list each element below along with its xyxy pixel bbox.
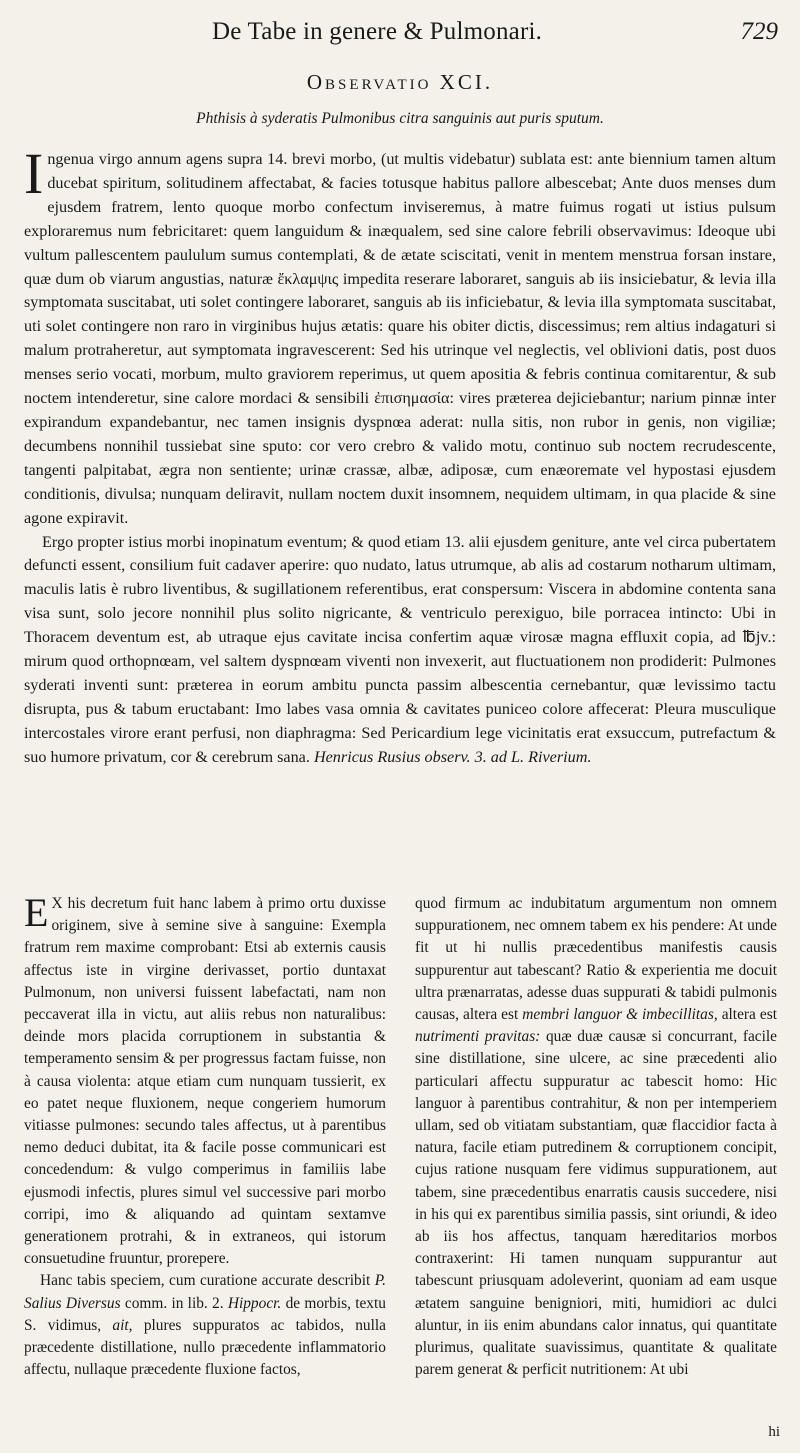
left-column [24, 890, 386, 1381]
drop-capital-small: E [24, 890, 49, 935]
cause-two: nutrimenti pravitas: [415, 1028, 541, 1046]
right-paragraph [415, 893, 777, 1381]
observation-text-2: Ergo propter istius morbi inopinatum eventum; & quod etiam 13. alii ejusdem geniture, ante vel circa pubertatem defuncti essent, consilium fuit cadaver aperire: quo nudato, latus utrumque, ab alis ad costarum notharum ultimam, maculis latis è rubro liventibus, & sugillationem referentibus, erat conspersum: Viscera in abdomine contenta sana visa sunt, solo jecore nonnihil plus solito nigricante, & ventriculo perexiguo, bile porracea intincto: Ubi in Thoracem deventum est, ab utraque ejus cavitate incisa confertim aquæ virosæ magna effluxit copia, ad ℔jv.: mirum quod orthopnœam, vel saltem dyspnœam viventi non invexerit, aut fluctuationem non prodiderit: Pulmones syderati inventi sunt: præterea in eorum ambitu puncta passim albescentia cernebantur, quæ levissimo tactu disrupta, pus & tabum eructabant: Imo labes vasa omnia & cavitates puniceo colore affecerat: Pleura musculique intercostales virore erant perfusi, non diaphragma: Sed Pericardium lege vicinitatis erat exsuccum, putrefactum & suo humore privatum, cor & cerebrum sana. [24, 532, 776, 766]
left-text-2a: Hanc tabis speciem, cum curatione accurate describit [40, 1272, 371, 1290]
observation-heading: Observatio XCI. [306, 70, 494, 94]
left-text-2b: comm. in lib. 2. [124, 1294, 224, 1312]
source-hippocrates: Hippocr. [227, 1294, 282, 1312]
page-number: 729 [740, 18, 778, 45]
catchword: hi [768, 1424, 780, 1440]
ait-word: ait, [112, 1316, 133, 1334]
observation-paragraph-1 [24, 141, 776, 531]
right-text-c: quæ duæ causæ si concurrant, facile sine distillatione, sine ulcere, ac sine præcedenti alio particulari affectu suppuratur ac tabescit homo: Hic languor à parentibus contrahitur, & non per intemperiem ullam, sed ob vitiatam substantiam, quæ flaccidior facta à natura, facile etiam putredinem & corruptionem concipit, cujus ratione nusquam fere vidimus suppurationem, aut tabem, sine præcedentibus enarratis causis succedere, nisi in his qui ex parentibus similia passis, sint oriundi, & ideo ab iis hos affectus, tanquam hæreditarios morbos contraxerint: Hi tamen nunquam suppurantur aut tabescunt priusquam adoleverint, quoniam ad eam usque ætatem sanguine benigniori, miti, humidiori ac dulci aluntur, in iis enim abundans calor innatus, qui quantitate plurimus, qualitate suavissimus, quantitate & qualitate parem generat & perficit nutritionem: At ubi [415, 1028, 778, 1379]
observation-paragraph-2 [24, 531, 776, 770]
left-text-2d: plures suppuratos ac tabidos, nulla præcedente distillatione, nullo præcedente inflammatorio affectu, nullaque præcedente fluxione factos, [24, 1316, 386, 1379]
running-head [0, 18, 800, 52]
commentary-columns [24, 890, 780, 1443]
left-paragraph-1 [24, 890, 386, 1270]
right-text-b: altera est [721, 1006, 777, 1024]
right-text-a: quod firmum ac indubitatum argumentum non omnem suppurationem, nec omnem tabem ex his pendere: At unde fit ut hi nullis præcedentibus manifestis causis suppurentur aut tabescant? Ratio & experientia me docuit ultra prænarratas, adesse duas suppurati & tabidi pulmonis causas, altera est [415, 895, 777, 1024]
right-column [415, 893, 777, 1381]
author-citation: Henricus Rusius observ. 3. ad L. Riverium. [313, 747, 592, 766]
cause-one: membri languor & imbecillitas, [522, 1006, 718, 1024]
drop-capital: I [24, 141, 44, 206]
source-author: P. Salius Diversus [24, 1272, 386, 1312]
left-text-2c: de morbis, textu S. vidimus, [24, 1294, 386, 1334]
observation-subtitle: Phthisis à syderatis Pulmonibus citra sanguinis aut puris sputum. [196, 110, 604, 127]
observation-text-1: ngenua virgo annum agens supra 14. brevi morbo, (ut multis videbatur) sublata est: ante biennium tamen altum ducebat spiritum, solitudinem affectabat, & facies totusque habitus pallore albescebat; Ante duos menses dum ejusdem fratrem, lento quoque morbo confectum inviseremus, à matre fuimus rogati ut istius pulsum exploraremus num febricitaret: quem languidum & inæqualem, sed sine calore febrili observavimus: Ideoque ubi vultum pallescentem paululum sumus contemplati, & de ætate sciscitati, venit in mentem menstrua forsan instare, quæ dum ob viarum angustias, naturæ ἔκλαμψις impedita reserare laboraret, sanguis ab iis insiciebatur, & levia illa symptomata suscitabat, uti solet contingere laboraret, sanguis ab iis inficiebatur, & levia illa symptomata suscitabat, uti solet contingere non raro in virginibus hujus ætatis: quare his obiter dictis, discessimus; rem altius indagaturi si malum protraheretur, aut symptomata ingravescerent: Sed his utrinque vel neglectis, vel oblivioni datis, post duos menses serio vocati, morbum, multo graviorem reperimus, ut quem apositia & febris continua comitarentur, & sub noctem intenderetur, sine calore mordaci & sensibili ἐπισημασία: vires præterea dejiciebantur; narium pinnæ inter expirandum expandebantur, nec tamen insignis dyspnœa aderat: nulla sitis, non rubor in genis, non vigiliæ; decumbens nonnihil tussiebat sine sputo: cor vero crebro & valido motu, continuo sub noctem recrudescente, tangenti palpitabat, ægra non sentiente; urinæ crassæ, albæ, adiposæ, cum enæoremate vel hypostasi ejusdem conditionis, divulsa; nunquam deliravit, nullam noctem duxit insomnem, nequidem ultimam, in qua placide & sine agone expiravit. [24, 150, 776, 527]
left-text-1: X his decretum fuit hanc labem à primo ortu duxisse originem, sive à semine sive à sanguine: Exempla fratrum rem maxime comprobant: Etsi ab externis causis affectus iste in virgine derivasset, portio duntaxat Pulmonum, non universi fuissent labefactati, nam non peccaverat illa in victu, aut aliis rebus non naturalibus: deinde mors placida corruptionem in substantia & temperamento sensim & per progressus factam fuisse, non à causa violenta: atque etiam cum nunquam tussierit, ex eo patet neque fluxionem, neque congeriem humorum vitiasse pulmones: secundo tales affectus, ut à parentibus nemo deduci dubitat, ita & facile posse communicari est concedendum: & vulgo comperimus in familiis labe ejusmodi infectis, plures simul vel successive pari morbo corripi, imo & aliquando ad quintam sextamve generationem protrahi, & in extraneos, qui istorum consuetudine fruuntur, prorepere. [24, 895, 386, 1268]
left-paragraph-2 [24, 1270, 386, 1381]
running-title: De Tabe in genere & Pulmonari. [212, 18, 543, 45]
observation-body [24, 141, 776, 770]
